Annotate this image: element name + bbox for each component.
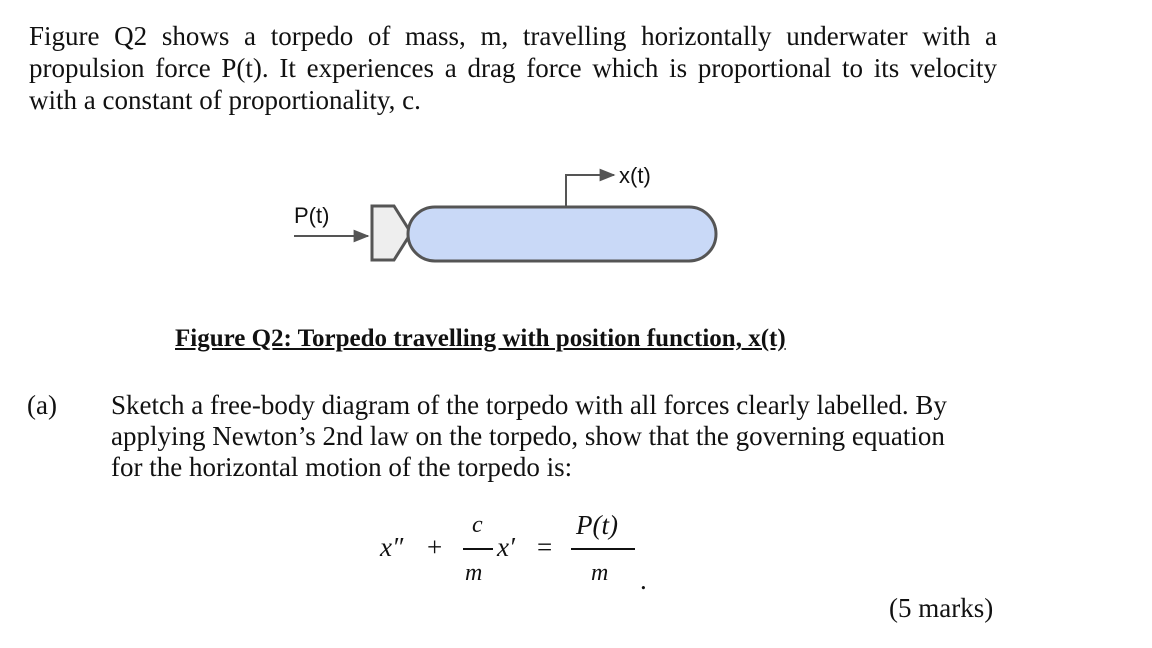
eq-c-fraction-bar <box>463 548 493 550</box>
intro-line-3: with a constant of proportionality, c. <box>29 85 421 115</box>
question-line-3: for the horizontal motion of the torpedo is: <box>111 452 573 482</box>
eq-end-dot: . <box>640 565 647 595</box>
question-label: (a) <box>27 390 57 420</box>
eq-rhs-numerator: P(t) <box>576 510 618 540</box>
force-label: P(t) <box>294 203 330 228</box>
marks-label: (5 marks) <box>889 593 994 623</box>
intro-line-1: Figure Q2 shows a torpedo of mass, m, travelling horizontally underwater with a <box>29 21 997 51</box>
eq-x-prime: x′ <box>497 532 515 562</box>
eq-rhs-fraction-bar <box>571 548 635 550</box>
question-line-1: Sketch a free-body diagram of the torpedo with all forces clearly labelled. By <box>111 390 947 420</box>
eq-equals: = <box>537 532 553 562</box>
torpedo-figure <box>0 0 1152 320</box>
figure-caption: Figure Q2: Torpedo travelling with position function, x(t) <box>175 325 786 352</box>
eq-x-double-prime: x″ <box>380 532 404 562</box>
eq-plus: + <box>427 532 443 562</box>
question-line-2: applying Newton’s 2nd law on the torpedo, show that the governing equation <box>111 421 945 451</box>
eq-m-denominator: m <box>465 560 483 586</box>
eq-rhs-denominator: m <box>591 560 609 586</box>
eq-c-numerator: c <box>472 512 483 538</box>
torpedo-body <box>408 207 716 261</box>
position-indicator-arrow <box>566 175 614 207</box>
position-label: x(t) <box>619 163 651 188</box>
question-text <box>111 390 971 483</box>
intro-line-2: propulsion force P(t). It experiences a drag force which is proportional to its velocity <box>29 53 997 83</box>
torpedo-nose <box>372 206 411 260</box>
